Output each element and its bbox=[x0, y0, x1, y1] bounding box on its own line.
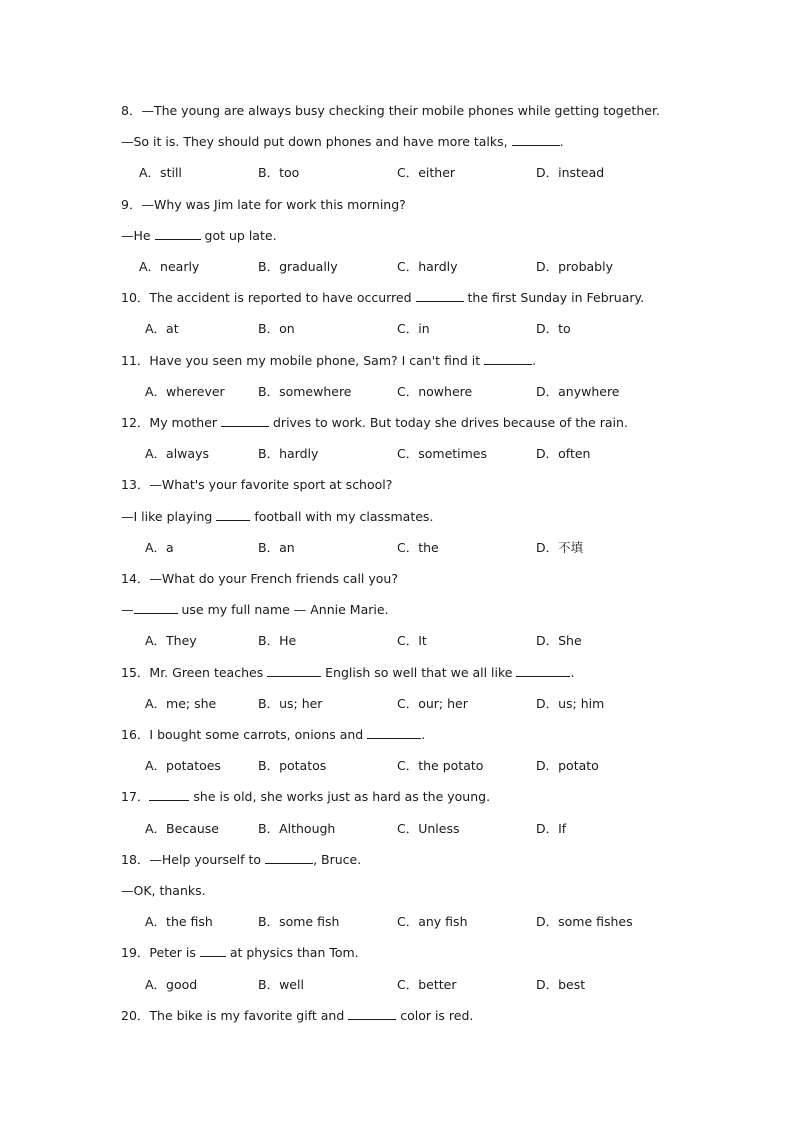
question-text: 9．—Why was Jim late for work this morning? bbox=[121, 196, 406, 212]
answer-blank bbox=[348, 1008, 396, 1020]
question-dialogue-line bbox=[121, 509, 433, 525]
option-b: B．gradually bbox=[258, 259, 338, 274]
question-text: . bbox=[559, 134, 564, 150]
option-b: B．hardly bbox=[258, 446, 319, 462]
question-stem bbox=[121, 103, 660, 119]
question-stem bbox=[121, 290, 644, 306]
option-c: C．our; her bbox=[397, 695, 468, 711]
question-stem bbox=[121, 415, 628, 431]
question-stem bbox=[121, 789, 490, 805]
option-c: C．hardly bbox=[397, 259, 458, 274]
option-a: A．a bbox=[145, 539, 174, 555]
question-text: 12．My mother bbox=[121, 415, 222, 430]
question-stem bbox=[121, 665, 574, 681]
answer-blank bbox=[484, 353, 532, 365]
question-dialogue-line bbox=[121, 134, 564, 150]
option-c: C．any fish bbox=[397, 914, 468, 930]
option-a: A．me; she bbox=[145, 695, 217, 711]
answer-blank bbox=[265, 852, 313, 864]
question-text: football with my classmates. bbox=[250, 508, 434, 524]
option-b: B．an bbox=[258, 539, 295, 555]
option-c: C．Unless bbox=[397, 820, 460, 836]
question-text: 10．The accident is reported to have occurred bbox=[121, 290, 416, 306]
question-dialogue-line bbox=[121, 228, 277, 244]
answer-blank bbox=[512, 134, 560, 146]
question-text: 20．The bike is my favorite gift and bbox=[121, 1007, 349, 1023]
question-text: use my full name — Annie Marie. bbox=[177, 602, 389, 618]
question-stem bbox=[121, 945, 359, 961]
question-text: , Bruce. bbox=[313, 851, 362, 867]
answer-blank bbox=[200, 945, 226, 957]
option-a: A．the fish bbox=[145, 914, 213, 930]
option-d: D．She bbox=[536, 633, 582, 649]
question-stem bbox=[121, 197, 406, 213]
option-a: A．They bbox=[145, 633, 197, 649]
question-text: drives to work. But today she drives because of the rain. bbox=[269, 415, 628, 430]
option-d: D．best bbox=[536, 976, 586, 992]
question-stem bbox=[121, 477, 392, 493]
question-text: 18．—Help yourself to bbox=[121, 851, 266, 867]
question-dialogue-line bbox=[121, 602, 389, 618]
question-text: 19．Peter is bbox=[121, 945, 200, 961]
option-a: A．Because bbox=[145, 820, 219, 836]
question-text: . bbox=[421, 727, 426, 742]
question-text: 11．Have you seen my mobile phone, Sam? I can't find it bbox=[121, 352, 485, 368]
question-stem bbox=[121, 571, 398, 587]
answer-blank bbox=[149, 789, 189, 801]
option-c: C．in bbox=[397, 321, 430, 337]
answer-blank bbox=[134, 602, 178, 614]
option-c: C．the bbox=[397, 539, 439, 555]
answer-blank bbox=[267, 665, 321, 677]
option-a: A．always bbox=[145, 446, 209, 462]
option-a: A．at bbox=[145, 321, 179, 337]
option-b: B．us; her bbox=[258, 695, 323, 711]
option-c: C．sometimes bbox=[397, 446, 488, 462]
question-text: 16．I bought some carrots, onions and bbox=[121, 727, 368, 742]
question-text: the first Sunday in February. bbox=[463, 290, 645, 306]
option-d: D．us; him bbox=[536, 695, 605, 711]
question-text: got up late. bbox=[200, 227, 277, 243]
question-text: 15．Mr. Green teaches bbox=[121, 664, 268, 680]
option-b: B．He bbox=[258, 633, 297, 649]
answer-blank bbox=[221, 415, 269, 427]
option-b: B．too bbox=[258, 165, 300, 181]
question-stem bbox=[121, 852, 361, 868]
question-text: color is red. bbox=[396, 1007, 474, 1023]
question-stem bbox=[121, 727, 425, 743]
option-a: A．good bbox=[145, 976, 198, 992]
question-stem bbox=[121, 1008, 473, 1024]
option-a: A．wherever bbox=[145, 383, 225, 399]
option-c: C．either bbox=[397, 165, 456, 181]
question-text: —He bbox=[121, 227, 155, 243]
option-d: D．to bbox=[536, 321, 571, 337]
question-text: she is old, she works just as hard as the young. bbox=[189, 789, 491, 805]
question-dialogue-line bbox=[121, 883, 206, 899]
option-d: D．anywhere bbox=[536, 383, 620, 399]
question-text: —OK, thanks. bbox=[121, 883, 206, 898]
question-stem bbox=[121, 353, 536, 369]
question-text: —I like playing bbox=[121, 508, 217, 524]
question-text: . bbox=[570, 664, 575, 680]
option-d: D．potato bbox=[536, 758, 599, 774]
option-d: D．If bbox=[536, 820, 567, 836]
question-text: —So it is. They should put down phones and have more talks, bbox=[121, 134, 512, 150]
question-text: 17． bbox=[121, 789, 150, 805]
question-text: 8．—The young are always busy checking their mobile phones while getting together. bbox=[121, 103, 660, 118]
answer-blank bbox=[367, 727, 421, 739]
option-b: B．Although bbox=[258, 820, 336, 836]
answer-blank bbox=[216, 509, 250, 521]
option-d: D．不填 bbox=[536, 539, 584, 555]
option-d: D．probably bbox=[536, 259, 613, 274]
option-a: A．nearly bbox=[139, 259, 200, 274]
question-text: — bbox=[121, 602, 134, 618]
question-text: English so well that we all like bbox=[321, 664, 517, 680]
option-c: C．the potato bbox=[397, 758, 484, 774]
option-d: D．some fishes bbox=[536, 914, 633, 930]
option-a: A．still bbox=[139, 165, 182, 181]
option-d: D．often bbox=[536, 446, 591, 462]
question-text: 13．—What's your favorite sport at school? bbox=[121, 477, 393, 493]
option-b: B．well bbox=[258, 976, 304, 992]
question-text: at physics than Tom. bbox=[225, 945, 359, 961]
option-a: A．potatoes bbox=[145, 758, 221, 774]
answer-blank bbox=[416, 290, 464, 302]
option-c: C．better bbox=[397, 976, 457, 992]
question-text: . bbox=[532, 352, 537, 368]
answer-blank bbox=[155, 228, 201, 240]
option-b: B．on bbox=[258, 321, 295, 337]
option-b: B．potatos bbox=[258, 758, 327, 774]
option-c: C．nowhere bbox=[397, 383, 473, 399]
option-d: D．instead bbox=[536, 165, 605, 181]
question-text: 14．—What do your French friends call you? bbox=[121, 571, 398, 586]
option-b: B．some fish bbox=[258, 914, 340, 930]
option-b: B．somewhere bbox=[258, 383, 352, 399]
option-c: C．It bbox=[397, 633, 427, 649]
answer-blank bbox=[516, 665, 570, 677]
